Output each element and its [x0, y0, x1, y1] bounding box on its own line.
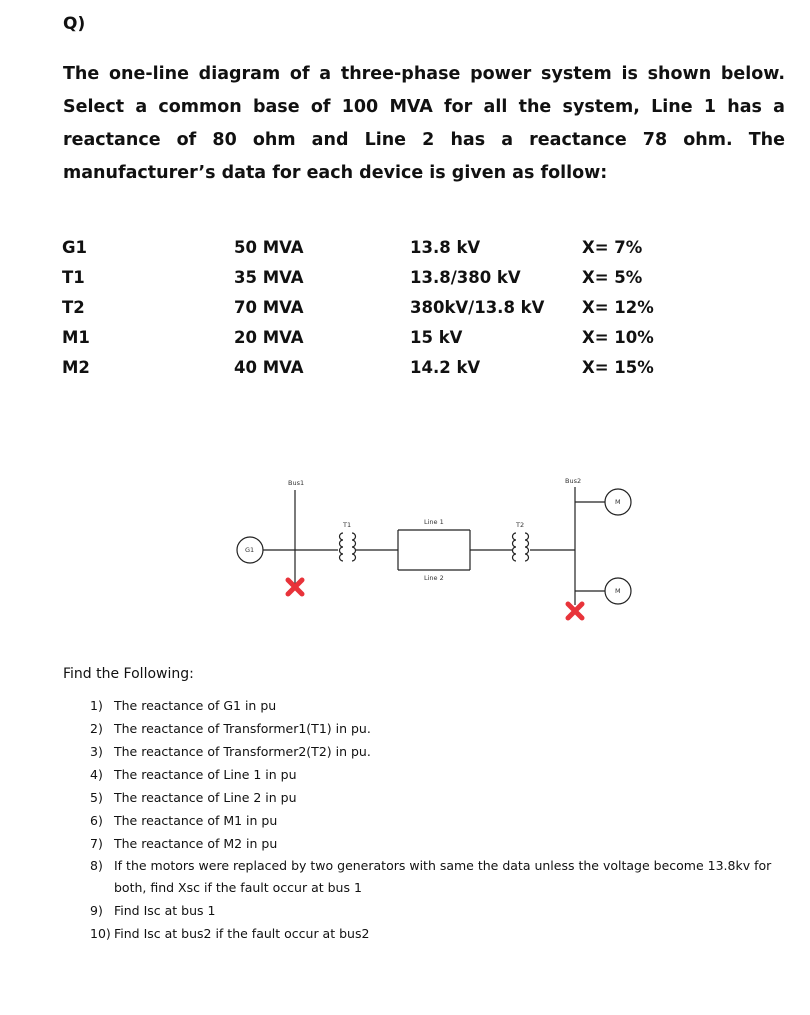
line1-label: Line 1 — [424, 518, 444, 526]
task-number: 10) — [90, 926, 111, 941]
task-text: The reactance of M1 in pu — [114, 813, 278, 828]
line2-label: Line 2 — [424, 574, 444, 582]
question-label: Q) — [63, 14, 86, 34]
device-reactance: X= 7% — [582, 237, 643, 257]
task-text: The reactance of Line 2 in pu — [114, 790, 297, 805]
task-text: The reactance of Transformer2(T2) in pu. — [114, 744, 371, 759]
device-kv: 13.8/380 kV — [410, 267, 521, 287]
task-text: Find Isc at bus 1 — [114, 903, 216, 918]
task-item — [90, 786, 780, 809]
task-number: 5) — [90, 790, 103, 805]
task-item — [90, 922, 780, 945]
device-reactance: X= 10% — [582, 327, 654, 347]
task-number: 3) — [90, 744, 103, 759]
task-text: The reactance of G1 in pu — [114, 698, 277, 713]
task-number: 2) — [90, 721, 103, 736]
problem-line: reactance of 80 ohm and Line 2 has a reactance 78 ohm. The — [63, 130, 785, 150]
device-name: M2 — [62, 357, 90, 377]
device-mva: 20 MVA — [234, 327, 304, 347]
problem-statement — [63, 58, 785, 190]
t2-label: T2 — [516, 521, 525, 529]
task-number: 6) — [90, 813, 103, 828]
task-text: The reactance of M2 in pu — [114, 836, 278, 851]
task-text: If the motors were replaced by two generators with same the data unless the voltage become 13.8kv for both, find Xsc if the fault occur at bus 1 — [114, 858, 772, 895]
t1-label: T1 — [343, 521, 352, 529]
task-number: 1) — [90, 698, 103, 713]
task-number: 9) — [90, 903, 103, 918]
device-name: T2 — [62, 297, 85, 317]
device-reactance: X= 5% — [582, 267, 643, 287]
bus1-label: Bus1 — [288, 479, 305, 487]
task-item — [90, 740, 780, 763]
task-text: The reactance of Transformer1(T1) in pu. — [114, 721, 371, 736]
device-row — [62, 322, 692, 352]
device-kv: 13.8 kV — [410, 237, 481, 257]
device-mva: 70 MVA — [234, 297, 304, 317]
one-line-diagram — [0, 460, 810, 640]
task-number: 4) — [90, 767, 103, 782]
task-item — [90, 832, 780, 855]
find-heading: Find the Following: — [63, 666, 194, 682]
device-reactance: X= 15% — [582, 357, 654, 377]
transformer-t2 — [513, 533, 529, 561]
task-item — [90, 809, 780, 832]
problem-line: manufacturer’s data for each device is given as follow: — [63, 163, 608, 183]
transformer-t1 — [340, 533, 356, 561]
problem-line: The one-line diagram of a three-phase power system is shown below. — [63, 64, 785, 84]
task-item — [90, 763, 780, 786]
task-number: 7) — [90, 836, 103, 851]
device-row — [62, 292, 692, 322]
device-kv: 15 kV — [410, 327, 463, 347]
device-row — [62, 352, 692, 382]
motor-m1-label: M — [615, 498, 621, 506]
device-kv: 14.2 kV — [410, 357, 481, 377]
device-name: T1 — [62, 267, 85, 287]
device-name: G1 — [62, 237, 88, 257]
device-mva: 35 MVA — [234, 267, 304, 287]
device-name: M1 — [62, 327, 90, 347]
task-number: 8) — [90, 858, 103, 873]
task-item — [90, 855, 780, 899]
task-text: The reactance of Line 1 in pu — [114, 767, 297, 782]
device-mva: 40 MVA — [234, 357, 304, 377]
task-item — [90, 899, 780, 922]
g1-label: G1 — [245, 546, 255, 554]
device-row — [62, 232, 692, 262]
task-item — [90, 694, 780, 717]
task-item — [90, 717, 780, 740]
device-kv: 380kV/13.8 kV — [410, 297, 545, 317]
device-data-table — [62, 232, 692, 382]
fault-marker-bus2 — [568, 604, 582, 618]
device-row — [62, 262, 692, 292]
problem-line: Select a common base of 100 MVA for all the system, Line 1 has a — [63, 97, 785, 117]
bus2-label: Bus2 — [565, 477, 582, 485]
task-list — [90, 694, 780, 945]
device-reactance: X= 12% — [582, 297, 654, 317]
motor-m2-label: M — [615, 587, 621, 595]
device-mva: 50 MVA — [234, 237, 304, 257]
task-text: Find Isc at bus2 if the fault occur at bus2 — [114, 926, 370, 941]
